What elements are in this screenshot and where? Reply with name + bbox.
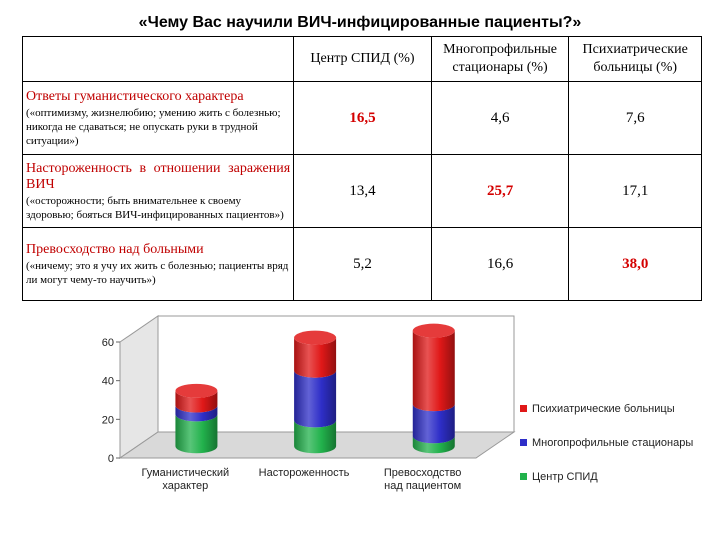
bar-top-cap <box>294 331 336 345</box>
page-title: «Чему Вас научили ВИЧ-инфицированные пациенты?» <box>138 14 582 31</box>
value-cell: 38,0 <box>622 255 649 272</box>
table-header-row <box>23 37 702 82</box>
y-tick-label: 20 <box>101 414 114 427</box>
header-multi-hospitals: Многопрофильные стационары (%) <box>431 37 569 82</box>
value-cell: 16,5 <box>349 109 376 126</box>
row-description: («осторожности; быть внимательнее к своему здоровью; бояться ВИЧ-инфицированных пациентов») <box>26 194 284 221</box>
value-cell: 5,2 <box>353 255 372 272</box>
category-label: Гуманистический характер <box>141 467 230 492</box>
bar-segment <box>294 371 336 428</box>
row-label-cell <box>23 228 294 301</box>
header-aids-center: Центр СПИД (%) <box>294 37 432 82</box>
header-psych-hospitals: Психиатрические больницы (%) <box>569 37 702 82</box>
bar-segment <box>413 331 455 411</box>
header-empty-cell <box>23 37 294 82</box>
bar-top-cap <box>413 324 455 338</box>
legend-label: Многопрофильные стационары <box>532 437 694 449</box>
row-category: Ответы гуманистического характера <box>26 88 244 104</box>
row-category: Превосходство над больными <box>26 241 204 257</box>
table-row <box>23 155 702 228</box>
bar-top-cap <box>175 384 217 398</box>
stacked-cylinder-chart <box>0 296 720 536</box>
row-description: («ничему; это я учу их жить с болезнью; пациенты вряд ли могут чему-то научить») <box>26 259 289 286</box>
row-label-cell <box>23 82 294 155</box>
row-description: («оптимизму, жизнелюбию; умению жить с болезнью; никогда не сдаваться; не опускать руки в трудной ситуации») <box>26 106 281 147</box>
category-label: Настороженность <box>258 467 350 479</box>
y-tick-label: 40 <box>101 375 114 388</box>
value-cell: 17,1 <box>622 182 649 199</box>
table-row <box>23 228 702 301</box>
category-label: Превосходство над пациентом <box>383 467 462 492</box>
legend-label: Центр СПИД <box>532 471 598 483</box>
legend-swatch <box>520 405 527 412</box>
legend-swatch <box>520 473 527 480</box>
legend-swatch <box>520 439 527 446</box>
table-row <box>23 82 702 155</box>
value-cell: 13,4 <box>349 182 376 199</box>
value-cell: 25,7 <box>486 182 514 199</box>
data-table <box>22 36 702 301</box>
legend-label: Психиатрические больницы <box>532 403 675 415</box>
value-cell: 4,6 <box>490 109 510 126</box>
y-tick-label: 60 <box>101 337 114 349</box>
value-cell: 16,6 <box>486 255 514 272</box>
y-tick-label: 0 <box>107 453 114 465</box>
row-category: Настороженность в отношении заражения ВИЧ <box>26 160 291 192</box>
row-label-cell <box>23 155 294 228</box>
value-cell: 7,6 <box>625 109 645 126</box>
